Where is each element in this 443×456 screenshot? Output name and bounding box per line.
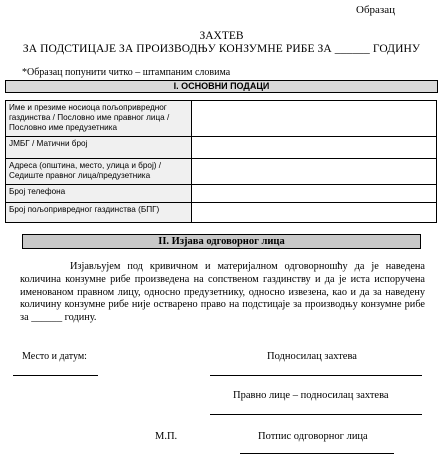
legal-entity-label: Правно лице – подносилац захтева: [233, 390, 389, 401]
table-row: [6, 137, 437, 159]
legal-entity-signature-line[interactable]: [210, 414, 422, 415]
declaration-text: [20, 261, 425, 325]
field-label-id-number: ЈМБГ / Матични број: [6, 137, 192, 159]
place-date-line[interactable]: [13, 375, 98, 376]
field-label-address: Адреса (општина, место, улица и број) / Седиште правног лица/предузетника: [6, 159, 192, 185]
field-label-phone: Број телефона: [6, 185, 192, 203]
table-row: [6, 159, 437, 185]
form-label: Образац: [356, 4, 396, 16]
address-field[interactable]: [192, 159, 437, 185]
table-row: [6, 203, 437, 223]
table-row: [6, 185, 437, 203]
id-number-field[interactable]: [192, 137, 437, 159]
field-label-holder-name: Име и презиме носиоца пољопривредног газдинства / Пословно име правног лица / Пословно име предузетника: [6, 101, 192, 137]
stamp-place-label: М.П.: [155, 431, 178, 442]
table-row: [6, 101, 437, 137]
section-basic-data-title: I. ОСНОВНИ ПОДАЦИ: [5, 80, 438, 93]
declaration-body: Изјављујем под кривичном и материјалном одговорношћу да је наведена количина конзумне рибе произведена на сопственом газдинству и да је иста испоручена именованом правном лицу, односно предузетнику, односно извезена, као и да за наведену количину конзумне рибе није остварено право на подстицаје за производњу конзумне рибе за ______ годину.: [20, 261, 425, 324]
field-label-farm-number: Број пољопривредног газдинства (БПГ): [6, 203, 192, 223]
document-title: ЗАХТЕВ: [199, 30, 244, 42]
basic-data-table: [5, 100, 437, 223]
farm-number-field[interactable]: [192, 203, 437, 223]
place-date-label: Место и датум:: [22, 351, 87, 362]
responsible-signature-label: Потпис одговорног лица: [258, 431, 368, 442]
phone-field[interactable]: [192, 185, 437, 203]
applicant-label: Подносилац захтева: [267, 351, 357, 362]
document-subtitle: ЗА ПОДСТИЦАЈЕ ЗА ПРОИЗВОДЊУ КОНЗУМНЕ РИБЕ ЗА ______ ГОДИНУ: [22, 43, 421, 55]
section-declaration-title: II. Изјава одговорног лица: [22, 234, 421, 249]
holder-name-field[interactable]: [192, 101, 437, 137]
responsible-signature-line[interactable]: [240, 453, 394, 454]
applicant-signature-line[interactable]: [210, 375, 422, 376]
fill-instruction-note: *Образац попунити читко – штампаним словима: [22, 67, 231, 78]
